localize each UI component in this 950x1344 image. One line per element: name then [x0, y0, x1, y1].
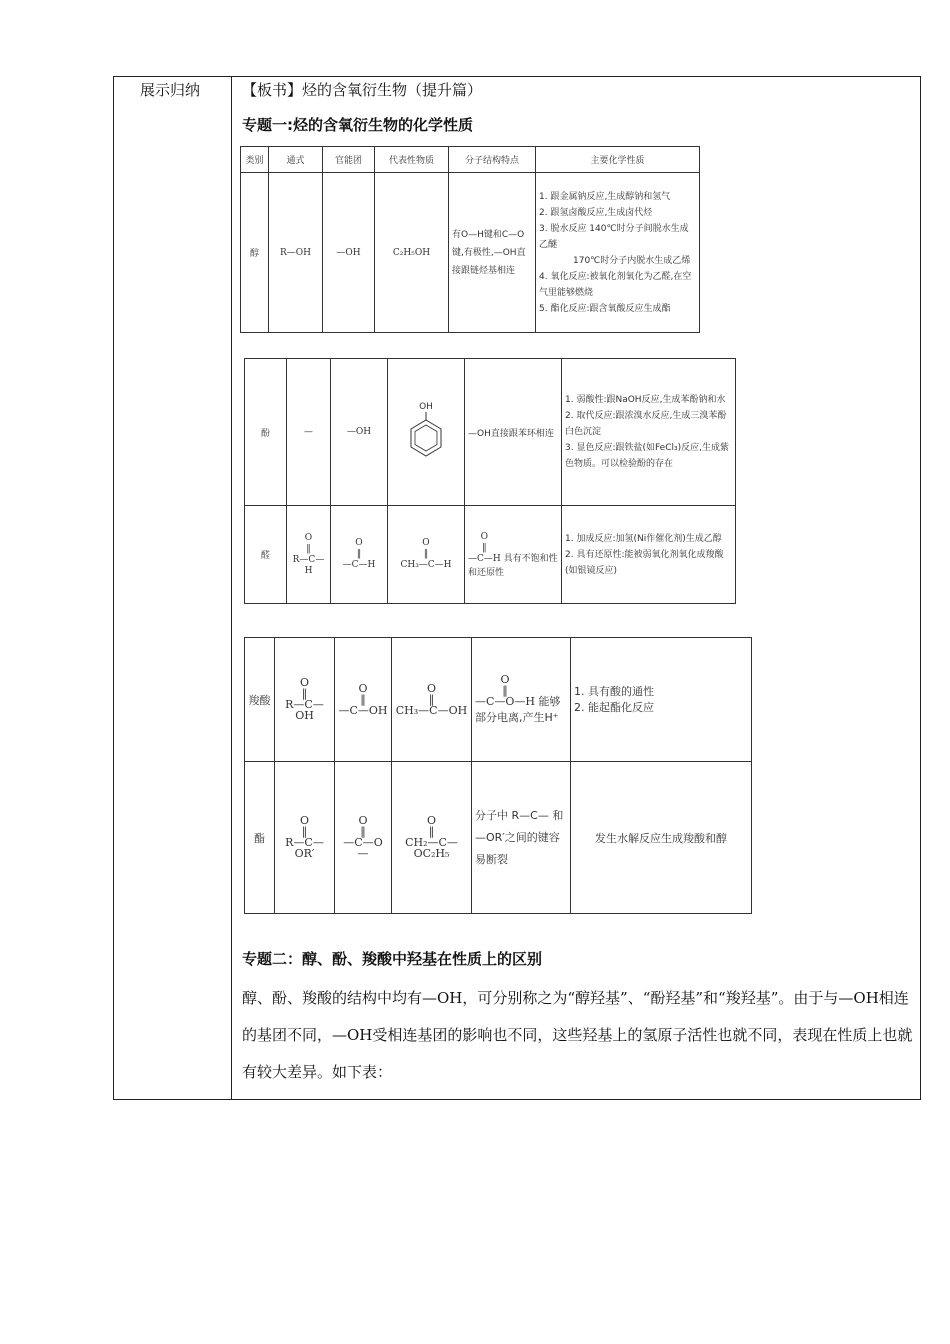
aldehyde-group: O ‖ —C—H [331, 506, 388, 604]
alcohol-group: —OH [323, 173, 375, 333]
acid-feature-o: O [500, 673, 510, 686]
table-alcohol [240, 146, 700, 333]
ester-category: 酯 [245, 762, 275, 914]
table-phenol-aldehyde [244, 358, 736, 604]
alcohol-prop-4: 4. 氧化反应:被氧化剂氧化为乙醛,在空气里能够燃烧 [539, 271, 692, 298]
alcohol-feature: 有O—H键和C—O键,有极性,—OH直接跟链烃基相连 [449, 173, 536, 333]
benzene-ring-icon [406, 412, 446, 460]
ester-general-formula: R—C—OR′ [285, 836, 324, 860]
aldehyde-prop-2: 2. 具有还原性:能被弱氧化剂氧化成羧酸(如银镜反应) [565, 549, 724, 576]
alcohol-prop-2: 2. 跟氢卤酸反应,生成卤代烃 [539, 207, 653, 218]
header-general: 通式 [269, 147, 323, 173]
acid-rep-formula: CH₃—C—OH [395, 703, 468, 717]
acid-prop-2: 2. 能起酯化反应 [574, 700, 654, 714]
topic2-title: 专题二：醇、酚、羧酸中羟基在性质上的区别 [242, 950, 543, 968]
phenol-group: —OH [331, 359, 388, 506]
acid-group-o: O [358, 681, 368, 695]
phenol-props [562, 359, 736, 506]
ester-props: 发生水解反应生成羧酸和醇 [571, 762, 752, 914]
phenol-oh-label: OH [419, 401, 433, 412]
acid-general-formula: R—C—OH [285, 698, 324, 722]
phenol-prop-3: 3. 显色反应:跟铁盐(如FeCl₃)反应,生成紫色物质。可以检验酚的存在 [565, 443, 729, 469]
table-acid-ester [244, 637, 752, 914]
alcohol-prop-1: 1. 跟金属钠反应,生成醇钠和氢气 [539, 191, 671, 202]
board-title: 【板书】烃的含氧衍生物（提升篇） [242, 81, 483, 99]
acid-category: 羧酸 [245, 638, 275, 762]
alcohol-general: R—OH [269, 173, 323, 333]
acid-feature-formula: —C—O—H [475, 695, 536, 708]
aldehyde-category: 醛 [245, 506, 287, 604]
ester-feature: 分子中 R—C— 和—OR′之间的键容易断裂 [472, 762, 571, 914]
acid-props [571, 638, 752, 762]
aldehyde-group-o: O [355, 538, 363, 548]
acid-feature: O ‖ —C—O—H 能够部分电离,产生H⁺ [472, 638, 571, 762]
phenol-rep [388, 359, 465, 506]
alcohol-prop-3: 3. 脱水反应 140℃时分子间脱水生成乙醚 [539, 223, 689, 250]
aldehyde-prop-1: 1. 加成反应:加氢(Ni作催化剂)生成乙醇 [565, 533, 722, 544]
header-category: 类别 [241, 147, 269, 173]
acid-rep: O ‖ CH₃—C—OH [392, 638, 472, 762]
aldehyde-feature-text: 具有不饱和性和还原性 [468, 553, 558, 578]
aldehyde-rep-o: O [422, 538, 430, 548]
aldehyde-rep: O ‖ CH₃—C—H [388, 506, 465, 604]
phenol-prop-1: 1. 弱酸性:跟NaOH反应,生成苯酚钠和水 [565, 395, 726, 405]
alcohol-category: 醇 [241, 173, 269, 333]
alcohol-props [536, 173, 700, 333]
phenol-category: 酚 [245, 359, 287, 506]
ester-general-o: O [299, 814, 310, 827]
acid-feature-text: 能够部分电离,产生H⁺ [475, 695, 561, 724]
header-rep: 代表性物质 [375, 147, 449, 173]
acid-general-o: O [299, 676, 310, 689]
header-group: 官能团 [323, 147, 375, 173]
aldehyde-general-formula: R—C—H [292, 554, 325, 576]
ester-group-o: O [358, 814, 368, 827]
aldehyde-rep-formula: CH₃—C—H [400, 560, 452, 570]
aldehyde-general-o: O [304, 532, 313, 543]
aldehyde-feature-o: O [480, 531, 489, 542]
header-feature: 分子结构特点 [449, 147, 536, 173]
side-label: 展示归纳 [140, 81, 201, 99]
ester-general: O ‖ R—C—OR′ [275, 762, 335, 914]
header-props: 主要化学性质 [536, 147, 700, 173]
ester-rep-formula: CH₂—C—OC₂H₅ [405, 836, 458, 860]
acid-general: O ‖ R—C—OH [275, 638, 335, 762]
acid-group: O ‖ —C—OH [335, 638, 392, 762]
aldehyde-feature: O ‖ —C—H 具有不饱和性和还原性 [465, 506, 562, 604]
topic1-title: 专题一:烃的含氧衍生物的化学性质 [242, 116, 474, 134]
column-divider [231, 76, 232, 1100]
phenol-feature: —OH直接跟苯环相连 [465, 359, 562, 506]
explanation-paragraph: 醇、酚、羧酸的结构中均有—OH，可分别称之为“醇羟基”、“酚羟基”和“羧羟基”。由于与—OH相连的基团不同，—OH受相连基团的影响也不同，这些羟基上的氢原子活性也就不同，表现在性质上也就有较大差异。如下表： [242, 989, 913, 1081]
aldehyde-feature-formula: —C—H [468, 553, 501, 564]
acid-group-formula: —C—OH [338, 703, 388, 717]
alcohol-prop-5: 5. 酯化反应:跟含氧酸反应生成酯 [539, 303, 671, 314]
alcohol-prop-3b: 170℃时分子内脱水生成乙烯 [573, 255, 691, 266]
ester-group: O ‖ —C—O— [335, 762, 392, 914]
aldehyde-general: O ‖ R—C—H [287, 506, 331, 604]
phenol-prop-2: 2. 取代反应:跟浓溴水反应,生成三溴苯酚白色沉淀 [565, 411, 727, 437]
ester-rep: O ‖ CH₂—C—OC₂H₅ [392, 762, 472, 914]
phenol-general: — [287, 359, 331, 506]
acid-rep-o: O [426, 681, 436, 695]
alcohol-rep: C₂H₅OH [375, 173, 449, 333]
ester-rep-o: O [426, 814, 437, 827]
aldehyde-props [562, 506, 736, 604]
ester-group-formula: —C—O— [343, 836, 383, 860]
aldehyde-group-formula: —C—H [342, 560, 376, 570]
acid-prop-1: 1. 具有酸的通性 [574, 684, 654, 698]
